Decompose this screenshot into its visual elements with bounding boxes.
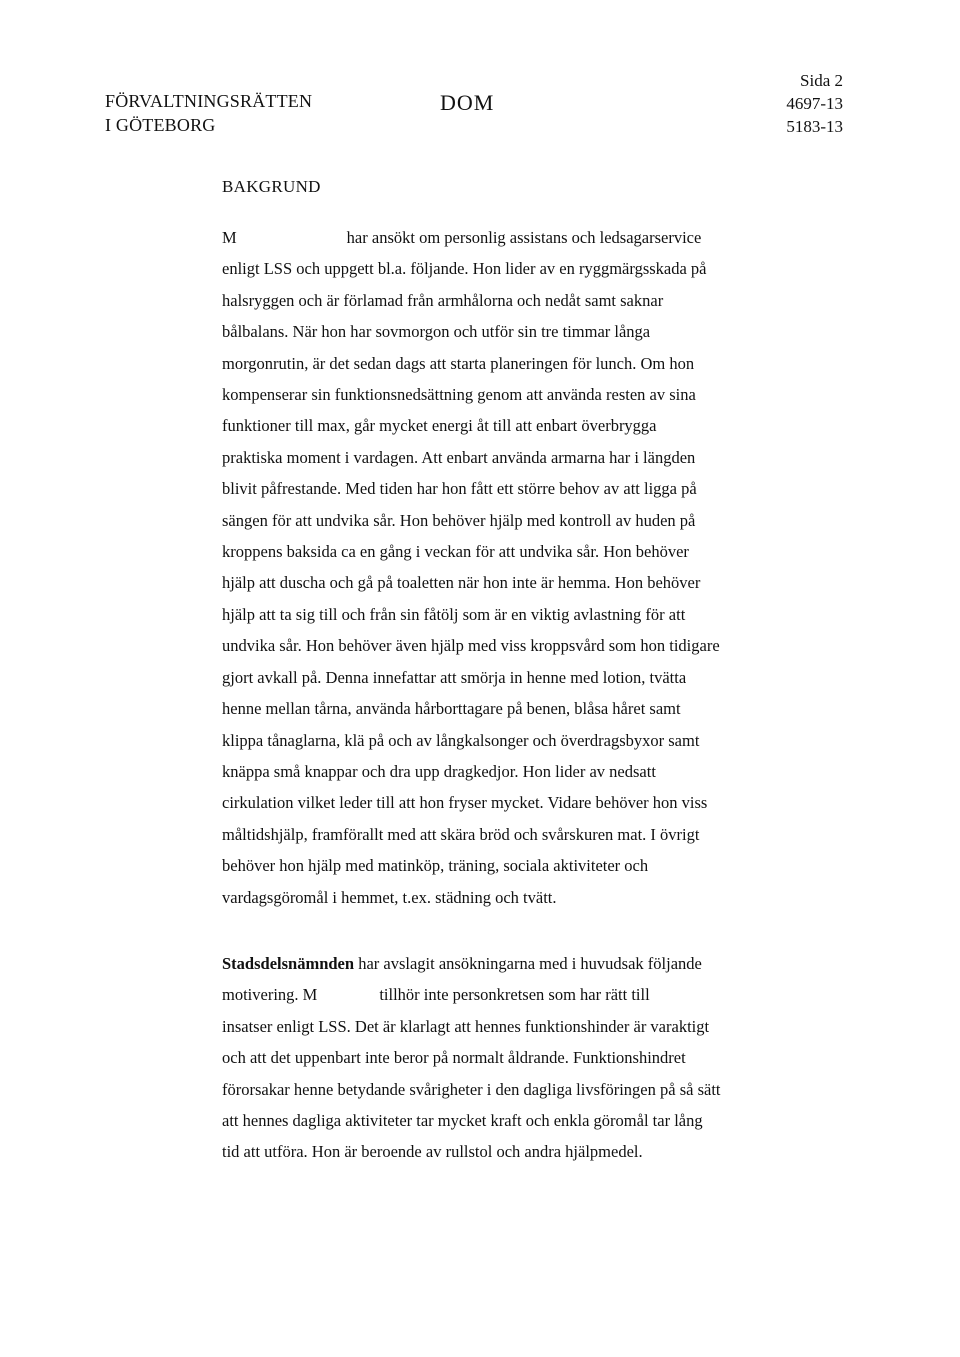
text-line: hjälp att ta sig till och från sin fåtölj som är en viktig avlastning för att bbox=[222, 604, 686, 624]
text-line bbox=[222, 948, 752, 979]
text-line: henne mellan tårna, använda hårborttagare på benen, blåsa håret samt bbox=[222, 699, 681, 719]
text-line: kroppens baksida ca en gång i veckan för att undvika sår. Hon behöver bbox=[222, 542, 689, 562]
text-line: förorsakar henne betydande svårigheter i den dagliga livsföringen på så sätt bbox=[222, 1079, 721, 1099]
text-line: sängen för att undvika sår. Hon behöver hjälp med kontroll av huden på bbox=[222, 510, 696, 530]
text-span: tillhör inte personkretsen som har rätt till bbox=[379, 985, 650, 1005]
text-line: knäppa små knappar och dra upp dragkedjor. Hon lider av nedsatt bbox=[222, 761, 656, 781]
text-line: cirkulation vilket leder till att hon fryser mycket. Vidare behöver hon viss bbox=[222, 793, 708, 813]
text-line: funktioner till max, går mycket energi åt till att enbart överbrygga bbox=[222, 416, 657, 436]
section-title: BAKGRUND bbox=[222, 177, 321, 196]
court-name-line2: I GÖTEBORG bbox=[105, 115, 216, 135]
text-line: praktiska moment i vardagen. Att enbart använda armarna har i längden bbox=[222, 447, 696, 467]
text-line: undvika sår. Hon behöver även hjälp med viss kroppsvård som hon tidigare bbox=[222, 636, 720, 656]
text-line: kompenserar sin funktionsnedsättning genom att använda resten av sina bbox=[222, 385, 696, 405]
text-line: och att det uppenbart inte beror på normalt åldrande. Funktionshindret bbox=[222, 1048, 686, 1068]
court-name bbox=[105, 89, 312, 137]
paragraph-background bbox=[222, 222, 752, 913]
page-info bbox=[786, 69, 843, 138]
document-type: DOM bbox=[440, 90, 495, 115]
text-line: blivit påfrestande. Med tiden har hon fått ett större behov av att ligga på bbox=[222, 479, 697, 499]
case-number-1: 4697-13 bbox=[786, 94, 843, 113]
text-span: har avslagit ansökningarna med i huvudsak följande bbox=[358, 954, 702, 973]
redacted-name: M bbox=[222, 228, 237, 247]
text-line: vardagsgöromål i hemmet, t.ex. städning och tvätt. bbox=[222, 887, 557, 907]
text-line: bålbalans. När hon har sovmorgon och utför sin tre timmar långa bbox=[222, 322, 651, 342]
text-line bbox=[222, 222, 752, 253]
text-span: motivering. M bbox=[222, 985, 318, 1005]
case-number-2: 5183-13 bbox=[786, 117, 843, 136]
text-line: gjort avkall på. Denna innefattar att smörja in henne med lotion, tvätta bbox=[222, 667, 687, 687]
court-name-line1: FÖRVALTNINGSRÄTTEN bbox=[105, 91, 313, 111]
text-line: tid att utföra. Hon är beroende av rullstol och andra hjälpmedel. bbox=[222, 1142, 643, 1162]
text-line: enligt LSS och uppgett bl.a. följande. Hon lider av en ryggmärgsskada på bbox=[222, 259, 707, 279]
text-line: insatser enligt LSS. Det är klarlagt att hennes funktionshinder är varaktigt bbox=[222, 1016, 710, 1036]
page-number: Sida 2 bbox=[800, 71, 843, 90]
text-line: morgonrutin, är det sedan dags att starta planeringen för lunch. Om hon bbox=[222, 353, 695, 373]
text-line: att hennes dagliga aktiviteter tar mycket kraft och enkla göromål tar lång bbox=[222, 1111, 703, 1131]
text-line: måltidshjälp, framförallt med att skära bröd och svårskuren mat. I övrigt bbox=[222, 824, 700, 844]
paragraph-district-decision bbox=[222, 948, 752, 1168]
authority-name: Stadsdelsnämnden bbox=[222, 954, 355, 973]
text-line: klippa tånaglarna, klä på och av långkalsonger och överdragsbyxor samt bbox=[222, 730, 700, 750]
text-line: halsryggen och är förlamad från armhålorna och nedåt samt saknar bbox=[222, 290, 664, 310]
text-span: har ansökt om personlig assistans och ledsagarservice bbox=[346, 228, 702, 247]
text-line: behöver hon hjälp med matinköp, träning, sociala aktiviteter och bbox=[222, 856, 649, 876]
text-line bbox=[222, 979, 752, 1010]
text-line: hjälp att duscha och gå på toaletten när hon inte är hemma. Hon behöver bbox=[222, 573, 701, 593]
